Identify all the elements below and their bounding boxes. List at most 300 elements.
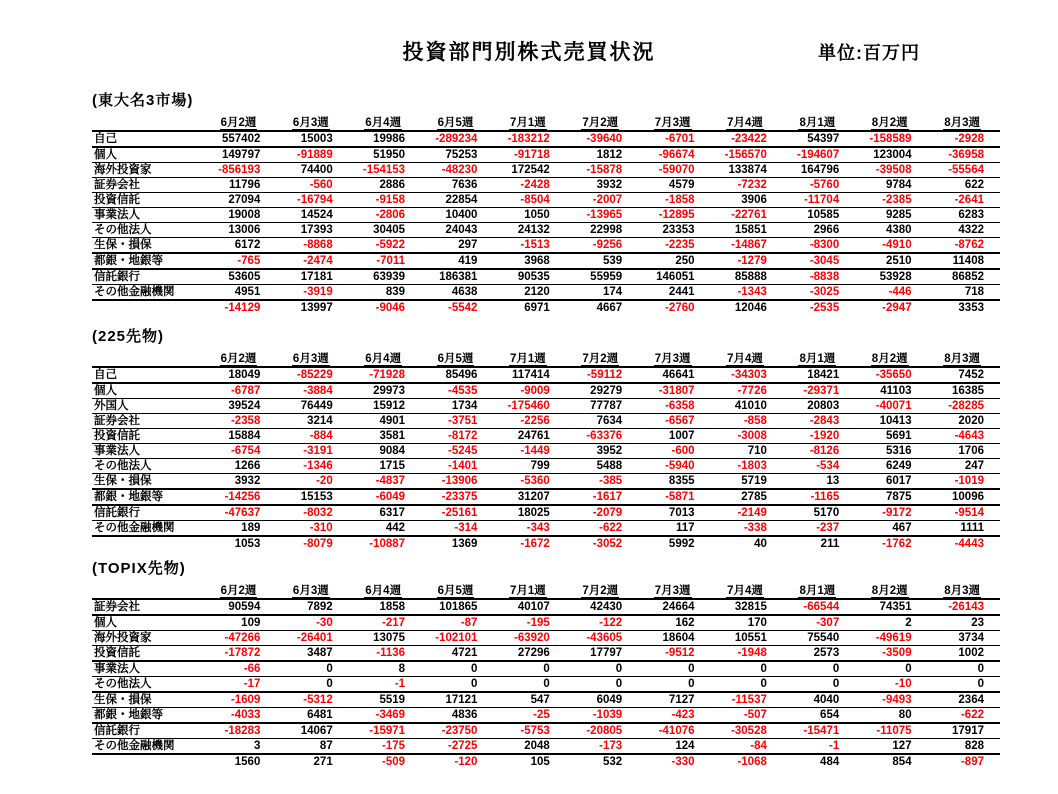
value-cell: -5871 xyxy=(665,491,695,503)
value-cell: 74351 xyxy=(879,601,912,613)
value-cell: -858 xyxy=(743,415,767,427)
value-cell: 23 xyxy=(971,617,984,629)
column-header-label: 7月3週 xyxy=(654,353,691,365)
column-header-label: 8月3週 xyxy=(944,585,980,597)
table-row xyxy=(92,163,1000,178)
value-cell: 250 xyxy=(675,255,695,267)
column-header xyxy=(783,116,855,131)
value-cell: -13906 xyxy=(441,475,478,487)
value-cell: -1858 xyxy=(665,194,695,206)
value-cell: 10551 xyxy=(734,632,767,644)
section-tokyo-3-markets xyxy=(92,90,1000,315)
value-cell: -622 xyxy=(599,522,623,534)
value-cell: 17393 xyxy=(300,224,333,236)
value-cell: -1165 xyxy=(810,491,840,503)
value-cell: 3 xyxy=(253,740,261,752)
value-cell: -2007 xyxy=(592,194,623,206)
column-header-label: 7月3週 xyxy=(654,585,691,597)
value-cell: 6317 xyxy=(379,507,406,519)
value-cell: 80 xyxy=(898,709,912,721)
row-label: その他法人 xyxy=(94,678,152,690)
value-cell: 0 xyxy=(977,663,984,675)
value-cell: -156570 xyxy=(724,149,767,161)
value-cell: 4579 xyxy=(668,179,695,191)
value-cell: 7127 xyxy=(668,694,695,706)
total-cell: -2947 xyxy=(882,302,912,314)
value-cell: 170 xyxy=(747,617,767,629)
value-cell: 22998 xyxy=(590,224,623,236)
row-label: 都銀・地銀等 xyxy=(94,491,163,503)
value-cell: -7726 xyxy=(737,385,767,397)
value-cell: -8762 xyxy=(954,239,984,251)
table-row xyxy=(92,646,1000,662)
value-cell: 74400 xyxy=(300,164,333,176)
value-cell: 15912 xyxy=(373,400,406,412)
column-header-label: 7月2週 xyxy=(582,117,619,129)
value-cell: 101865 xyxy=(439,601,478,613)
value-cell: -11075 xyxy=(876,725,912,737)
value-cell: 4836 xyxy=(451,709,478,721)
column-header-label: 6月5週 xyxy=(437,353,474,365)
value-cell: -23750 xyxy=(441,725,478,737)
column-header-label: 8月1週 xyxy=(799,117,836,129)
value-cell: -23375 xyxy=(441,491,478,503)
column-header-label: 8月2週 xyxy=(871,585,908,597)
total-cell: 3353 xyxy=(958,302,984,314)
column-header-label: 7月2週 xyxy=(582,353,619,365)
total-cell: 1053 xyxy=(234,538,261,550)
value-cell: 2510 xyxy=(886,255,912,267)
column-header xyxy=(349,116,421,131)
column-header-label: 6月5週 xyxy=(437,585,474,597)
column-header-label: 7月4週 xyxy=(727,585,763,597)
column-header xyxy=(421,116,493,131)
column-header xyxy=(276,352,348,367)
table-row xyxy=(92,708,1000,724)
value-cell: 15851 xyxy=(734,224,767,236)
value-cell: -5760 xyxy=(809,179,840,191)
total-cell: 271 xyxy=(313,756,333,768)
value-cell: -40071 xyxy=(875,400,912,412)
row-label: 事業法人 xyxy=(94,663,140,675)
value-cell: 29279 xyxy=(590,385,623,397)
value-cell: -7232 xyxy=(737,179,767,191)
value-cell: -343 xyxy=(526,522,550,534)
section-label: (東大名3市場) xyxy=(92,92,194,109)
value-cell: -1609 xyxy=(230,694,261,706)
value-cell: -3045 xyxy=(809,255,840,267)
row-label: 都銀・地銀等 xyxy=(94,709,163,721)
value-cell: -9493 xyxy=(882,694,912,706)
value-cell: -17 xyxy=(243,678,261,690)
value-cell: 16385 xyxy=(952,385,984,397)
total-row xyxy=(92,300,1000,315)
column-header xyxy=(204,352,276,367)
total-row xyxy=(92,536,1000,551)
table-row xyxy=(92,414,1000,429)
value-cell: -3919 xyxy=(303,286,333,298)
value-cell: 5719 xyxy=(741,475,767,487)
value-cell: 7452 xyxy=(958,369,984,381)
column-header xyxy=(711,352,783,367)
total-row xyxy=(92,754,1000,769)
value-cell: 3932 xyxy=(596,179,623,191)
value-cell: 0 xyxy=(326,663,333,675)
column-header-label: 8月3週 xyxy=(944,117,980,129)
value-cell: 654 xyxy=(820,709,840,721)
row-label: 自己 xyxy=(94,133,117,145)
value-cell: 2364 xyxy=(958,694,984,706)
column-header xyxy=(493,584,565,599)
value-cell: 17121 xyxy=(445,694,478,706)
value-cell: -154153 xyxy=(362,164,406,176)
table-row xyxy=(92,399,1000,414)
value-cell: -6787 xyxy=(230,385,261,397)
value-cell: 13006 xyxy=(228,224,261,236)
value-cell: 557402 xyxy=(221,133,261,145)
row-label: その他金融機関 xyxy=(94,740,175,752)
row-label: その他法人 xyxy=(94,460,152,472)
value-cell: -6049 xyxy=(375,491,406,503)
value-cell: 127 xyxy=(892,740,912,752)
value-cell: 1715 xyxy=(379,460,406,472)
table-row xyxy=(92,253,1000,269)
value-cell: 13075 xyxy=(373,632,406,644)
value-cell: 10400 xyxy=(445,209,478,221)
table-row xyxy=(92,383,1000,399)
table-row xyxy=(92,474,1000,490)
value-cell: -385 xyxy=(599,475,623,487)
value-cell: 297 xyxy=(458,239,478,251)
value-cell: -5245 xyxy=(448,445,478,457)
value-cell: 0 xyxy=(688,663,695,675)
value-cell: 27094 xyxy=(228,194,261,206)
value-cell: 622 xyxy=(964,179,984,191)
value-cell: 4951 xyxy=(234,286,261,298)
value-cell: -5360 xyxy=(520,475,550,487)
value-cell: 41010 xyxy=(734,400,767,412)
value-cell: 23353 xyxy=(662,224,695,236)
value-cell: 7634 xyxy=(596,415,623,427)
value-cell: 2048 xyxy=(524,740,550,752)
value-cell: 3906 xyxy=(741,194,767,206)
value-cell: 5488 xyxy=(596,460,623,472)
column-header xyxy=(349,584,421,599)
total-cell: 1560 xyxy=(234,756,261,768)
value-cell: -31807 xyxy=(658,385,695,397)
column-header xyxy=(566,116,638,131)
total-cell: -509 xyxy=(382,756,406,768)
value-cell: -1039 xyxy=(592,709,623,721)
value-cell: -43605 xyxy=(586,632,623,644)
total-cell: 40 xyxy=(754,538,767,550)
row-label-header xyxy=(92,116,204,131)
value-cell: -15471 xyxy=(803,725,840,737)
value-cell: -2235 xyxy=(665,239,695,251)
section-label: (TOPIX先物) xyxy=(92,560,186,577)
value-cell: -2256 xyxy=(520,415,550,427)
value-cell: 27296 xyxy=(517,647,550,659)
value-cell: 63939 xyxy=(373,271,406,283)
value-cell: -8838 xyxy=(809,271,840,283)
row-label: 事業法人 xyxy=(94,445,140,457)
total-cell: -10887 xyxy=(369,538,406,550)
column-header xyxy=(421,352,493,367)
value-cell: -102101 xyxy=(435,632,478,644)
value-cell: 18604 xyxy=(662,632,695,644)
value-cell: -26401 xyxy=(296,632,333,644)
trading-table-topix-futures xyxy=(92,584,1000,769)
value-cell: 2020 xyxy=(958,415,984,427)
value-cell: -338 xyxy=(743,522,767,534)
value-cell: -7011 xyxy=(376,255,406,267)
total-cell: -4443 xyxy=(954,538,984,550)
value-cell: 133874 xyxy=(728,164,767,176)
column-header xyxy=(855,584,927,599)
value-cell: 24761 xyxy=(517,430,550,442)
column-header xyxy=(349,352,421,367)
value-cell: 51950 xyxy=(373,149,406,161)
column-header-label: 8月2週 xyxy=(871,117,908,129)
value-cell: -18283 xyxy=(224,725,261,737)
value-cell: 117414 xyxy=(512,369,550,381)
value-cell: 6049 xyxy=(596,694,623,706)
table-row xyxy=(92,661,1000,677)
value-cell: 1812 xyxy=(596,149,623,161)
value-cell: 2441 xyxy=(668,286,695,298)
value-cell: 17181 xyxy=(300,271,333,283)
column-header-label: 7月1週 xyxy=(510,353,546,365)
table-row xyxy=(92,631,1000,646)
row-label: その他法人 xyxy=(94,224,152,236)
value-cell: 0 xyxy=(615,678,623,690)
column-header-label: 6月4週 xyxy=(365,117,402,129)
value-cell: -20 xyxy=(316,475,333,487)
value-cell: -30528 xyxy=(731,725,767,737)
column-header xyxy=(493,116,565,131)
value-cell: -36958 xyxy=(948,149,984,161)
column-header-label: 8月1週 xyxy=(799,585,836,597)
total-cell: -897 xyxy=(960,756,984,768)
value-cell: -1513 xyxy=(520,239,550,251)
column-header xyxy=(783,352,855,367)
value-cell: 799 xyxy=(530,460,550,472)
value-cell: -3509 xyxy=(882,647,912,659)
value-cell: 189 xyxy=(241,522,261,534)
value-cell: -35650 xyxy=(875,369,912,381)
value-cell: 6017 xyxy=(886,475,912,487)
section-label: (225先物) xyxy=(92,328,165,345)
row-label: 個人 xyxy=(94,385,117,397)
value-cell: -856193 xyxy=(218,164,261,176)
value-cell: -622 xyxy=(960,709,984,721)
row-label xyxy=(92,536,204,551)
value-cell: 31207 xyxy=(517,491,550,503)
value-cell: 10413 xyxy=(879,415,912,427)
table-row xyxy=(92,223,1000,238)
value-cell: -4033 xyxy=(230,709,261,721)
value-cell: 3487 xyxy=(307,647,333,659)
value-cell: -14867 xyxy=(731,239,767,251)
value-cell: 164796 xyxy=(800,164,840,176)
value-cell: 18421 xyxy=(807,369,840,381)
value-cell: -4535 xyxy=(448,385,478,397)
trading-table-nikkei225-futures xyxy=(92,352,1000,551)
value-cell: -4910 xyxy=(882,239,912,251)
value-cell: -8172 xyxy=(448,430,478,442)
column-header-label: 7月2週 xyxy=(582,585,619,597)
value-cell: 24043 xyxy=(445,224,478,236)
table-row xyxy=(92,599,1000,615)
value-cell: 46641 xyxy=(662,369,695,381)
value-cell: -307 xyxy=(816,617,840,629)
value-cell: -194607 xyxy=(797,149,840,161)
row-label: 海外投資家 xyxy=(94,164,152,176)
value-cell: 75540 xyxy=(807,632,840,644)
value-cell: -446 xyxy=(888,286,912,298)
value-cell: -9512 xyxy=(665,647,695,659)
table-row xyxy=(92,193,1000,208)
value-cell: -87 xyxy=(460,617,478,629)
value-cell: 11796 xyxy=(229,179,261,191)
total-cell: -2535 xyxy=(809,302,840,314)
value-cell: -1019 xyxy=(954,475,984,487)
value-cell: -1948 xyxy=(737,647,767,659)
column-header xyxy=(855,116,927,131)
column-header-label: 6月4週 xyxy=(365,353,402,365)
value-cell: 0 xyxy=(615,663,623,675)
value-cell: -9009 xyxy=(520,385,550,397)
value-cell: 7892 xyxy=(307,601,333,613)
value-cell: -1343 xyxy=(737,286,767,298)
value-cell: 85888 xyxy=(734,271,767,283)
table-row xyxy=(92,444,1000,459)
total-cell: 5992 xyxy=(668,538,695,550)
column-header-label: 6月3週 xyxy=(292,353,329,365)
unit-label: 単位:百万円 xyxy=(818,43,920,63)
value-cell: -17872 xyxy=(224,647,261,659)
value-cell: 0 xyxy=(832,663,840,675)
column-header-label: 6月2週 xyxy=(220,117,257,129)
value-cell: -91718 xyxy=(513,149,550,161)
value-cell: -507 xyxy=(743,709,767,721)
value-cell: -195 xyxy=(526,617,550,629)
value-cell: -47637 xyxy=(224,507,261,519)
value-cell: -47266 xyxy=(224,632,261,644)
total-cell: -1068 xyxy=(737,756,767,768)
value-cell: 4638 xyxy=(451,286,478,298)
value-cell: 146051 xyxy=(656,271,695,283)
total-cell: 854 xyxy=(892,756,912,768)
value-cell: 86852 xyxy=(952,271,984,283)
table-row xyxy=(92,238,1000,254)
value-cell: -20805 xyxy=(586,725,623,737)
value-cell: -5753 xyxy=(520,725,550,737)
value-cell: 1002 xyxy=(958,647,984,659)
value-cell: 4901 xyxy=(379,415,406,427)
table-row xyxy=(92,131,1000,147)
value-cell: 0 xyxy=(832,678,840,690)
value-cell: -25161 xyxy=(441,507,478,519)
value-cell: 539 xyxy=(602,255,623,267)
value-cell: 4322 xyxy=(958,224,984,236)
total-cell: 484 xyxy=(820,756,840,768)
value-cell: -30 xyxy=(316,617,333,629)
row-label: 外国人 xyxy=(94,400,129,412)
column-header xyxy=(638,116,710,131)
row-label: 投資信託 xyxy=(94,194,140,206)
total-cell: 211 xyxy=(820,538,840,550)
value-cell: 0 xyxy=(760,663,767,675)
header-row xyxy=(92,116,1000,131)
value-cell: 32815 xyxy=(734,601,767,613)
total-cell: 4667 xyxy=(596,302,623,314)
value-cell: 6481 xyxy=(307,709,333,721)
value-cell: -9514 xyxy=(954,507,984,519)
row-label: 自己 xyxy=(94,369,117,381)
value-cell: -314 xyxy=(454,522,478,534)
value-cell: 20803 xyxy=(807,400,840,412)
table-row xyxy=(92,178,1000,193)
value-cell: 109 xyxy=(241,617,261,629)
value-cell: 3968 xyxy=(524,255,550,267)
value-cell: -1401 xyxy=(448,460,478,472)
value-cell: 3952 xyxy=(596,445,623,457)
value-cell: -175460 xyxy=(507,400,550,412)
value-cell: -16794 xyxy=(296,194,333,206)
column-header-label: 8月1週 xyxy=(799,353,836,365)
total-cell: -5542 xyxy=(448,302,478,314)
row-label: 都銀・地銀等 xyxy=(94,255,163,267)
value-cell: -2806 xyxy=(375,209,406,221)
row-label-header xyxy=(92,584,204,599)
header-row xyxy=(92,352,1000,367)
value-cell: -9158 xyxy=(375,194,406,206)
value-cell: 6172 xyxy=(234,239,261,251)
value-cell: 5170 xyxy=(813,507,840,519)
value-cell: -8868 xyxy=(303,239,333,251)
row-label: 生保・損保 xyxy=(94,239,152,251)
value-cell: 42430 xyxy=(590,601,623,613)
value-cell: -1449 xyxy=(520,445,550,457)
table-row xyxy=(92,739,1000,755)
total-cell: 105 xyxy=(530,756,550,768)
value-cell: -122 xyxy=(599,617,623,629)
total-cell: -3052 xyxy=(592,538,623,550)
value-cell: -560 xyxy=(309,179,333,191)
value-cell: 124 xyxy=(675,740,695,752)
row-label: 証券会社 xyxy=(94,415,140,427)
row-label: 生保・損保 xyxy=(94,475,152,487)
value-cell: 2 xyxy=(905,617,912,629)
value-cell: -8300 xyxy=(809,239,840,251)
value-cell: 90594 xyxy=(228,601,261,613)
value-cell: 15003 xyxy=(300,133,333,145)
value-cell: -2725 xyxy=(448,740,478,752)
value-cell: -41076 xyxy=(658,725,695,737)
value-cell: 10585 xyxy=(807,209,840,221)
row-label: その他金融機関 xyxy=(94,522,175,534)
value-cell: -12895 xyxy=(658,209,695,221)
value-cell: -14256 xyxy=(224,491,261,503)
value-cell: -2843 xyxy=(809,415,840,427)
value-cell: -1279 xyxy=(737,255,767,267)
row-label: 信託銀行 xyxy=(94,271,140,283)
total-cell: -1762 xyxy=(882,538,912,550)
value-cell: -6701 xyxy=(665,133,695,145)
value-cell: -289234 xyxy=(435,133,478,145)
value-cell: -39640 xyxy=(586,133,623,145)
